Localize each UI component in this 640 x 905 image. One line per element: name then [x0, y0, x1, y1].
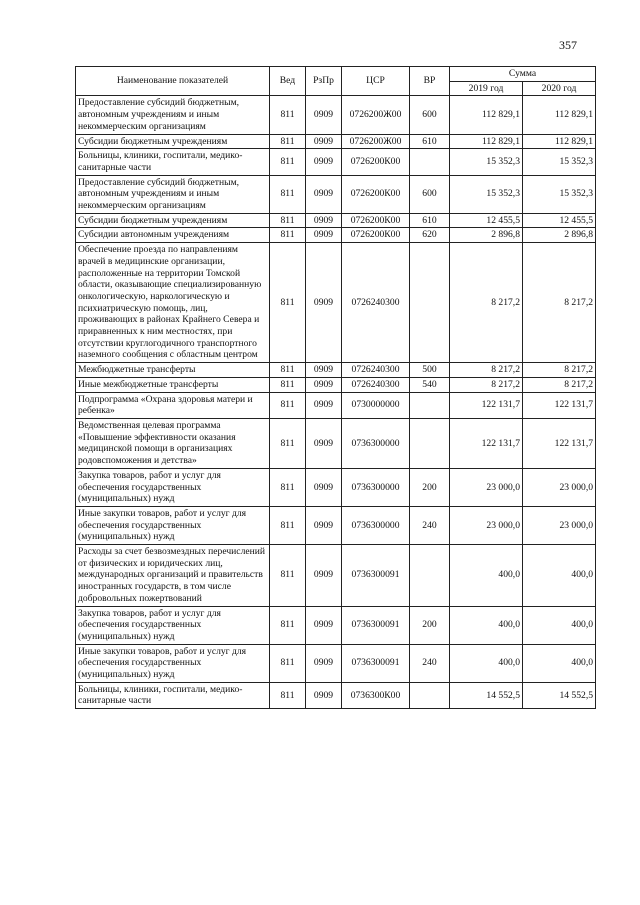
header-name: Наименование показателей: [76, 67, 270, 96]
cell-name: Субсидии бюджетным учреждениям: [76, 213, 270, 228]
cell-2020: 14 552,5: [523, 682, 596, 708]
table-row: [76, 506, 596, 544]
cell-2019: 122 131,7: [450, 418, 523, 468]
header-vr: ВР: [410, 67, 450, 96]
cell-vr: 540: [410, 377, 450, 392]
cell-2020: 122 131,7: [523, 418, 596, 468]
cell-ved: 811: [270, 96, 306, 134]
cell-csr: 0726240300: [342, 243, 410, 363]
cell-ved: 811: [270, 134, 306, 149]
table-row: [76, 96, 596, 134]
cell-ved: 811: [270, 363, 306, 378]
header-2020: 2020 год: [523, 81, 596, 96]
table-row: [76, 243, 596, 363]
cell-ved: 811: [270, 545, 306, 607]
cell-rzpr: 0909: [306, 392, 342, 418]
cell-csr: 0726200К00: [342, 213, 410, 228]
cell-vr: [410, 392, 450, 418]
cell-2020: 12 455,5: [523, 213, 596, 228]
cell-2019: 15 352,3: [450, 175, 523, 213]
cell-name: Иные закупки товаров, работ и услуг для обеспечения государственных (муниципальных) нужд: [76, 506, 270, 544]
cell-2020: 112 829,1: [523, 96, 596, 134]
cell-name: Субсидии автономным учреждениям: [76, 228, 270, 243]
cell-2019: 12 455,5: [450, 213, 523, 228]
cell-name: Закупка товаров, работ и услуг для обеспечения государственных (муниципальных) нужд: [76, 468, 270, 506]
cell-2020: 122 131,7: [523, 392, 596, 418]
cell-name: Иные закупки товаров, работ и услуг для обеспечения государственных (муниципальных) нужд: [76, 644, 270, 682]
budget-table: [75, 66, 596, 709]
cell-name: Субсидии бюджетным учреждениям: [76, 134, 270, 149]
cell-2020: 2 896,8: [523, 228, 596, 243]
cell-vr: 240: [410, 644, 450, 682]
table-row: [76, 644, 596, 682]
table-row: [76, 468, 596, 506]
cell-vr: 610: [410, 213, 450, 228]
cell-vr: 500: [410, 363, 450, 378]
cell-rzpr: 0909: [306, 545, 342, 607]
header-ved: Вед: [270, 67, 306, 96]
cell-vr: 200: [410, 468, 450, 506]
cell-csr: 0726200К00: [342, 149, 410, 175]
table-body: [76, 96, 596, 709]
cell-vr: 200: [410, 606, 450, 644]
cell-csr: 0736300091: [342, 545, 410, 607]
cell-rzpr: 0909: [306, 468, 342, 506]
cell-rzpr: 0909: [306, 243, 342, 363]
cell-csr: 0736300К00: [342, 682, 410, 708]
cell-2020: 400,0: [523, 545, 596, 607]
table-row: [76, 228, 596, 243]
cell-rzpr: 0909: [306, 175, 342, 213]
page-number: 357: [559, 38, 577, 52]
cell-2019: 14 552,5: [450, 682, 523, 708]
cell-name: Закупка товаров, работ и услуг для обеспечения государственных (муниципальных) нужд: [76, 606, 270, 644]
cell-csr: 0736300000: [342, 506, 410, 544]
cell-name: Расходы за счет безвозмездных перечислений от физических и юридических лиц, международных организаций и правительств иностранных государств, в том числе добровольных пожертвований: [76, 545, 270, 607]
cell-rzpr: 0909: [306, 506, 342, 544]
cell-vr: [410, 149, 450, 175]
cell-2019: 8 217,2: [450, 363, 523, 378]
cell-rzpr: 0909: [306, 377, 342, 392]
cell-name: Больницы, клиники, госпитали, медико-санитарные части: [76, 149, 270, 175]
cell-2020: 8 217,2: [523, 243, 596, 363]
cell-rzpr: 0909: [306, 363, 342, 378]
cell-2019: 122 131,7: [450, 392, 523, 418]
cell-2019: 400,0: [450, 644, 523, 682]
cell-2020: 8 217,2: [523, 363, 596, 378]
cell-rzpr: 0909: [306, 149, 342, 175]
cell-2020: 23 000,0: [523, 506, 596, 544]
cell-rzpr: 0909: [306, 96, 342, 134]
cell-name: Межбюджетные трансферты: [76, 363, 270, 378]
cell-csr: 0726200Ж00: [342, 134, 410, 149]
cell-vr: 620: [410, 228, 450, 243]
cell-ved: 811: [270, 418, 306, 468]
cell-vr: 610: [410, 134, 450, 149]
cell-ved: 811: [270, 149, 306, 175]
table-row: [76, 682, 596, 708]
cell-ved: 811: [270, 392, 306, 418]
cell-2019: 23 000,0: [450, 506, 523, 544]
cell-rzpr: 0909: [306, 606, 342, 644]
header-sum: Сумма: [450, 67, 596, 82]
table-row: [76, 363, 596, 378]
cell-ved: 811: [270, 682, 306, 708]
cell-2019: 112 829,1: [450, 96, 523, 134]
cell-csr: 0736300000: [342, 468, 410, 506]
cell-name: Предоставление субсидий бюджетным, автономным учреждениям и иным некоммерческим организациям: [76, 175, 270, 213]
cell-ved: 811: [270, 644, 306, 682]
table-row: [76, 606, 596, 644]
table-row: [76, 175, 596, 213]
cell-rzpr: 0909: [306, 213, 342, 228]
cell-csr: 0736300091: [342, 606, 410, 644]
table-row: [76, 418, 596, 468]
cell-vr: [410, 418, 450, 468]
cell-2019: 8 217,2: [450, 243, 523, 363]
cell-2020: 112 829,1: [523, 134, 596, 149]
table-row: [76, 149, 596, 175]
cell-ved: 811: [270, 377, 306, 392]
cell-name: Подпрограмма «Охрана здоровья матери и ребенка»: [76, 392, 270, 418]
cell-2020: 15 352,3: [523, 175, 596, 213]
cell-ved: 811: [270, 506, 306, 544]
cell-rzpr: 0909: [306, 228, 342, 243]
cell-vr: [410, 243, 450, 363]
header-csr: ЦСР: [342, 67, 410, 96]
cell-rzpr: 0909: [306, 134, 342, 149]
cell-2019: 15 352,3: [450, 149, 523, 175]
cell-csr: 0726200К00: [342, 228, 410, 243]
cell-2019: 400,0: [450, 606, 523, 644]
cell-ved: 811: [270, 243, 306, 363]
cell-2020: 400,0: [523, 644, 596, 682]
cell-ved: 811: [270, 606, 306, 644]
cell-name: Предоставление субсидий бюджетным, автономным учреждениям и иным некоммерческим организациям: [76, 96, 270, 134]
cell-2020: 23 000,0: [523, 468, 596, 506]
cell-2019: 112 829,1: [450, 134, 523, 149]
cell-vr: 600: [410, 96, 450, 134]
header-rzpr: РзПр: [306, 67, 342, 96]
header-2019: 2019 год: [450, 81, 523, 96]
cell-2019: 8 217,2: [450, 377, 523, 392]
cell-vr: 240: [410, 506, 450, 544]
cell-csr: 0726200Ж00: [342, 96, 410, 134]
cell-name: Обеспечение проезда по направлениям врачей в медицинские организации, расположенные на территории Томской области, оказывающие специализированную онкологическую, наркологическую и психиатрическую помощь, лиц, проживающих в районах Крайнего Севера и приравненных к ним местностях, при отсутствии круглогодичного транспортного наземного сообщения с областным центром: [76, 243, 270, 363]
cell-2020: 15 352,3: [523, 149, 596, 175]
cell-2019: 400,0: [450, 545, 523, 607]
cell-ved: 811: [270, 228, 306, 243]
cell-csr: 0730000000: [342, 392, 410, 418]
cell-2019: 23 000,0: [450, 468, 523, 506]
cell-name: Больницы, клиники, госпитали, медико-санитарные части: [76, 682, 270, 708]
cell-csr: 0726200К00: [342, 175, 410, 213]
cell-vr: [410, 545, 450, 607]
cell-2020: 400,0: [523, 606, 596, 644]
cell-rzpr: 0909: [306, 682, 342, 708]
cell-csr: 0726240300: [342, 363, 410, 378]
table-row: [76, 377, 596, 392]
cell-name: Иные межбюджетные трансферты: [76, 377, 270, 392]
cell-ved: 811: [270, 213, 306, 228]
cell-csr: 0736300091: [342, 644, 410, 682]
table-header: [76, 67, 596, 96]
cell-rzpr: 0909: [306, 418, 342, 468]
cell-vr: [410, 682, 450, 708]
cell-name: Ведомственная целевая программа «Повышение эффективности оказания медицинской помощи в организациях родовспоможения и детства»: [76, 418, 270, 468]
table-row: [76, 213, 596, 228]
cell-rzpr: 0909: [306, 644, 342, 682]
cell-2019: 2 896,8: [450, 228, 523, 243]
cell-csr: 0736300000: [342, 418, 410, 468]
cell-ved: 811: [270, 468, 306, 506]
table-row: [76, 134, 596, 149]
cell-2020: 8 217,2: [523, 377, 596, 392]
cell-csr: 0726240300: [342, 377, 410, 392]
table-row: [76, 392, 596, 418]
table-row: [76, 545, 596, 607]
cell-vr: 600: [410, 175, 450, 213]
cell-ved: 811: [270, 175, 306, 213]
